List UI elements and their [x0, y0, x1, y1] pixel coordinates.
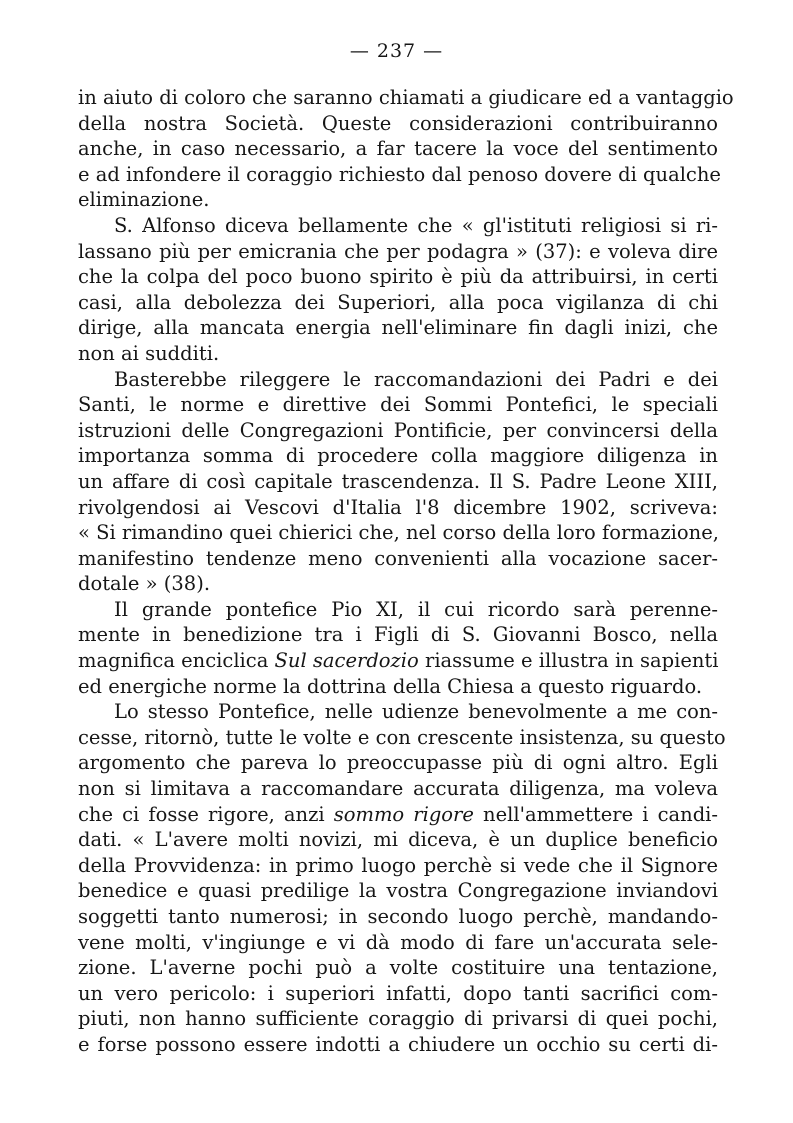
- text-line: non si limitava a raccomandare accurata diligenza, ma voleva: [78, 777, 718, 801]
- text-line: dotale » (38).: [78, 572, 211, 596]
- text-line: Santi, le norme e direttive dei Sommi Pontefici, le speciali: [78, 393, 718, 417]
- text-line: importanza somma di procedere colla maggiore diligenza in: [78, 444, 718, 468]
- text-line: che ci fosse rigore, anzi sommo rigore nell'ammettere i candi-: [78, 802, 719, 826]
- text-line: benedice e quasi predilige la vostra Congregazione inviandovi: [78, 879, 718, 903]
- text-line: che la colpa del poco buono spirito è più da attribuirsi, in certi: [78, 265, 718, 289]
- text-line: in aiuto di coloro che saranno chiamati a giudicare ed a vantaggio: [78, 86, 734, 109]
- text-line: manifestino tendenze meno convenienti alla vocazione sacer-: [78, 546, 718, 570]
- text-line: e ad infondere il coraggio richiesto dal penoso dovere di qualche: [78, 162, 721, 186]
- text-line: Lo stesso Pontefice, nelle udienze benevolmente a me con-: [114, 700, 718, 724]
- text-line: magnifica enciclica Sul sacerdozio riassume e illustra in sapienti: [78, 649, 719, 673]
- paragraph: [78, 213, 718, 367]
- body-text: [78, 85, 734, 1058]
- text-line: mente in benedizione tra i Figli di S. Giovanni Bosco, nella: [78, 623, 718, 647]
- emphasis: Sul sacerdozio: [274, 649, 419, 673]
- text-line: ed energiche norme la dottrina della Chiesa a questo riguardo.: [78, 674, 703, 698]
- text-line: zione. L'averne pochi può a volte costituire una tentazione,: [78, 956, 718, 980]
- text-line: rivolgendosi ai Vescovi d'Italia l'8 dicembre 1902, scriveva:: [78, 495, 718, 519]
- text-line: della nostra Società. Queste considerazioni contribuiranno: [78, 111, 718, 135]
- text-line: istruzioni delle Congregazioni Pontificie, per convincersi della: [78, 418, 718, 442]
- paragraph: [78, 367, 718, 597]
- paragraph: [78, 85, 734, 213]
- text-line: anche, in caso necessario, a far tacere la voce del sentimento: [78, 137, 718, 161]
- text-line: S. Alfonso diceva bellamente che « gl'istituti religiosi si ri-: [114, 213, 718, 237]
- text-line: un affare di così capitale trascendenza. Il S. Padre Leone XIII,: [78, 469, 718, 493]
- text-line: « Si rimandino quei chierici che, nel corso della loro formazione,: [78, 521, 719, 545]
- text-line: soggetti tanto numerosi; in secondo luogo perchè, mandando-: [78, 905, 718, 928]
- text-line: lassano più per emicrania che per podagra » (37): e voleva dire: [78, 239, 718, 263]
- text-line: un vero pericolo: i superiori infatti, dopo tanti sacrifici com-: [78, 981, 718, 1005]
- paragraph: [78, 699, 726, 1057]
- text-line: piuti, non hanno sufficiente coraggio di privarsi di quei pochi,: [78, 1007, 718, 1031]
- page-number: — 237 —: [349, 40, 444, 62]
- text-line: dati. « L'avere molti novizi, mi diceva, è un duplice beneficio: [78, 828, 718, 852]
- paragraph: [78, 597, 718, 699]
- text-line: cesse, ritornò, tutte le volte e con crescente insistenza, su questo: [78, 725, 726, 749]
- text-line: non ai sudditi.: [78, 341, 220, 365]
- text-line: vene molti, v'ingiunge e vi dà modo di fare un'accurata sele-: [78, 930, 718, 954]
- text-line: Il grande pontefice Pio XI, il cui ricordo sarà perenne-: [114, 597, 718, 621]
- text-line: argomento che pareva lo preoccupasse più di ogni altro. Egli: [78, 751, 718, 775]
- text-line: della Provvidenza: in primo luogo perchè si vede che il Signore: [78, 853, 718, 877]
- emphasis: sommo rigore: [333, 802, 474, 826]
- text-line: casi, alla debolezza dei Superiori, alla poca vigilanza di chi: [78, 290, 718, 314]
- text-line: Basterebbe rileggere le raccomandazioni dei Padri e dei: [114, 367, 718, 391]
- text-line: e forse possono essere indotti a chiudere un occhio su certi di-: [78, 1032, 718, 1056]
- text-line: dirige, alla mancata energia nell'eliminare fin dagli inizi, che: [78, 316, 718, 340]
- text-line: eliminazione.: [78, 188, 210, 212]
